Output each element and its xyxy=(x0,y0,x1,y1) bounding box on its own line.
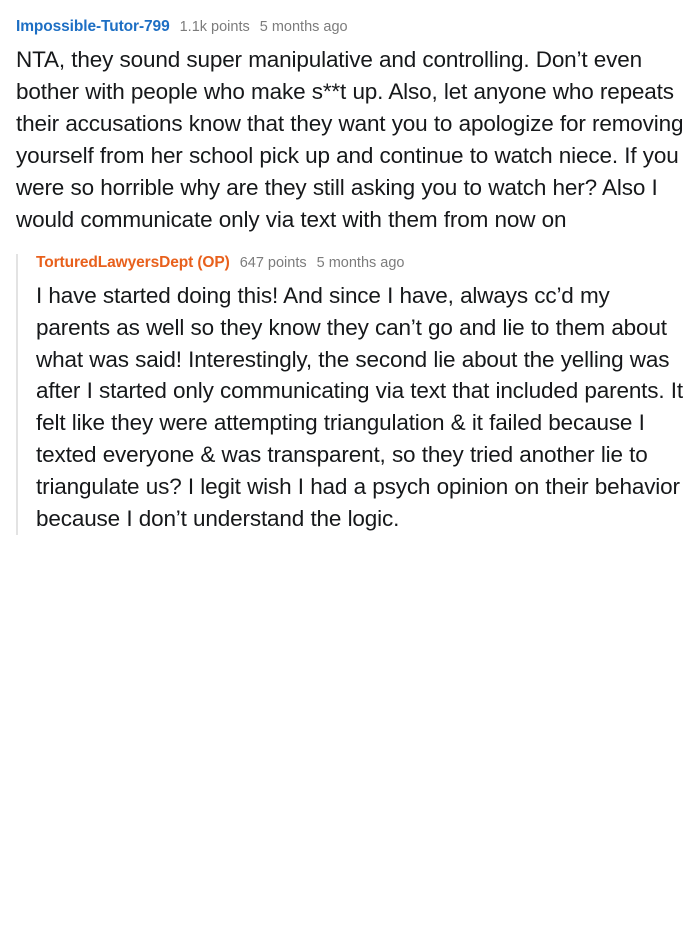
reply-body: I have started doing this! And since I have, always cc’d my parents as well so they know they can’t go and lie to them about what was said! Interestingly, the second lie about the yelling was after I started only communicating via text that included parents. It felt like they were attempting triangulation & it failed because I texted everyone & was transparent, so they tried another lie to triangulate us? I legit wish I had a psych opinion on their behavior because I don’t understand the logic. xyxy=(36,282,683,532)
reply-points: 647 points xyxy=(239,254,307,271)
comment-body: NTA, they sound super manipulative and controlling. Don’t even bother with people who make s**t up. Also, let anyone who repeats their accusations know that they want you to apologize for removing yourself from her school pick up and continue to watch niece. If you were so horrible why are they still asking you to watch her? Also I would communicate only via text with them from now on xyxy=(16,47,684,232)
comment-reply xyxy=(16,254,684,536)
comment-author-link[interactable]: Impossible-Tutor-799 xyxy=(16,18,170,35)
comment-meta xyxy=(16,18,684,36)
reply-meta xyxy=(36,254,684,272)
reply-timestamp: 5 months ago xyxy=(316,254,405,271)
comment-timestamp: 5 months ago xyxy=(259,19,348,35)
reply-author-link[interactable]: TorturedLawyersDept (OP) xyxy=(36,253,230,271)
comment-top-level xyxy=(16,18,684,535)
comment-points: 1.1k points xyxy=(179,19,250,35)
